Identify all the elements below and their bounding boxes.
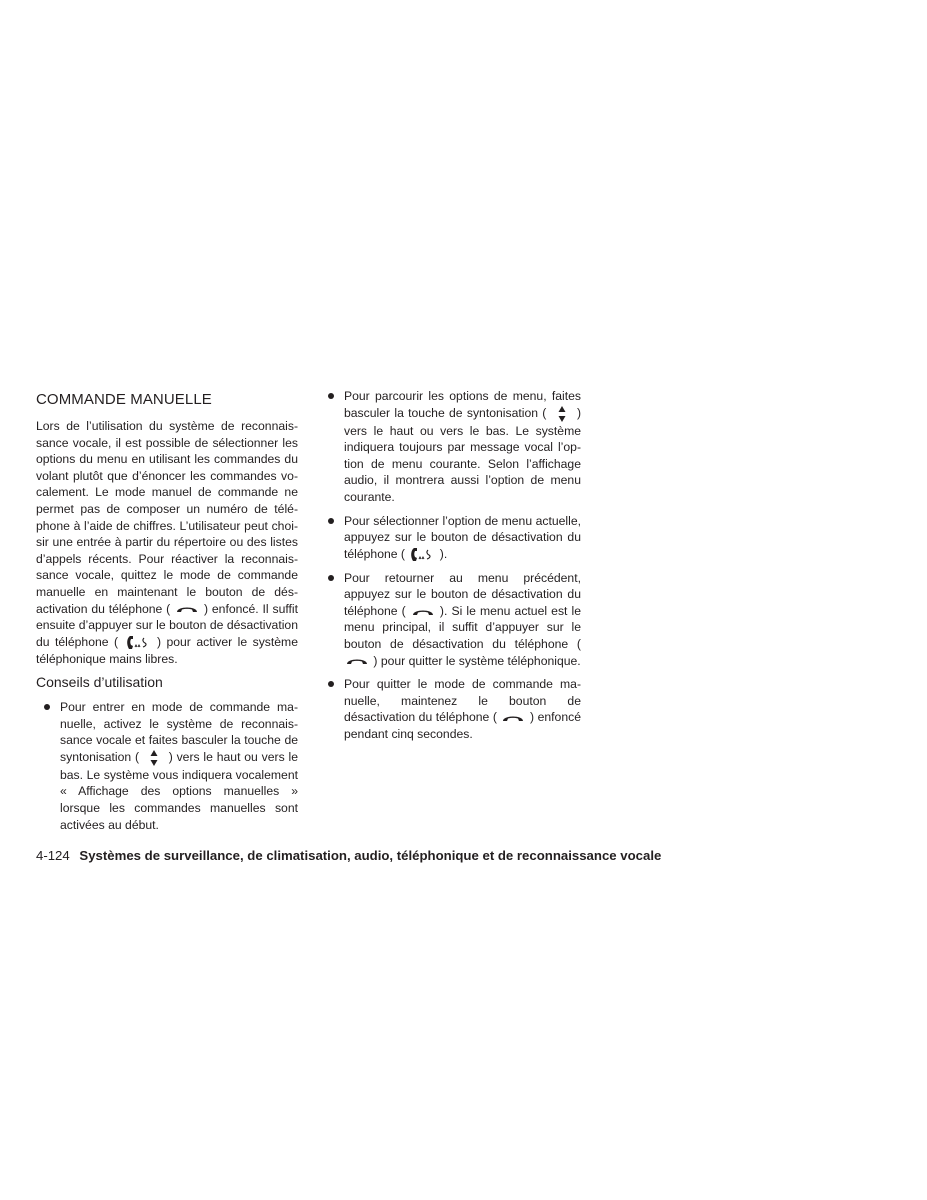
tips-list xyxy=(36,699,298,833)
phone-talk-icon xyxy=(124,635,152,651)
chapter-title: Systèmes de surveillance, de climatisation, audio, téléphonique et de reconnaissance vocale xyxy=(79,848,662,863)
list-item: Pour retourner au menu précédent, appuyez sur le bouton de désactivation du téléphone ( ). Si le menu actuel est le menu principal, il suffit d’appuyer sur le bouton de désactivation du téléphone ( ) pour quitter le système téléphonique. xyxy=(327,570,581,670)
phone-hang-up-icon xyxy=(174,603,200,615)
right-list xyxy=(327,388,581,742)
list-item: Pour parcourir les options de menu, faites basculer la touche de syntonisation ( ) vers le haut ou vers le bas. Le système indiquera toujours par message vocal l’option de menu courante. Selon l’affichage audio, il montrera aussi l’option de menu courante. xyxy=(327,388,581,506)
left-column xyxy=(36,388,298,840)
page-footer xyxy=(36,847,661,865)
list-item: Pour quitter le mode de commande manuelle, maintenez le bouton de désactivation du téléphone ( ) enfoncé pendant cinq secondes. xyxy=(327,676,581,742)
tuning-switch-up-down-icon xyxy=(143,749,165,767)
right-column xyxy=(327,388,581,749)
phone-hang-up-icon xyxy=(410,606,436,618)
list-item: Pour entrer en mode de commande manuelle, activez le système de reconnaissance vocale et faites basculer la touche de syntonisation ( ) vers le haut ou vers le bas. Le système vous indiquera vocalement « Affichage des options manuelles » lorsque les commandes manuelles sont activées au début. xyxy=(43,699,298,833)
tips-heading: Conseils d’utilisation xyxy=(36,674,163,691)
phone-hang-up-icon xyxy=(500,712,526,724)
page-number: 4-124 xyxy=(36,848,70,863)
list-item: Pour sélectionner l’option de menu actuelle, appuyez sur le bouton de désactivation du téléphone ( ). xyxy=(327,513,581,563)
tuning-switch-up-down-icon xyxy=(551,405,573,423)
phone-hang-up-icon xyxy=(344,655,370,667)
intro-paragraph: Lors de l’utilisation du système de reconnaissance vocale, il est possible de sélectionner les options du menu en utilisant les commandes du volant plutôt que d’énoncer les commandes vocalement. Le mode manuel de commande ne permet pas de composer un numéro de téléphone à l’aide de chiffres. L’utilisateur peut choisir une entrée à partir du répertoire ou des listes d’appels récents. Pour réactiver la reconnaissance vocale, quittez le mode de commande manuelle en maintenant le bouton de désactivation du téléphone ( ) enfoncé. Il suffit ensuite d’appuyer sur le bouton de désactivation du téléphone ( ) pour activer le système téléphonique mains libres. xyxy=(36,419,298,666)
phone-talk-icon xyxy=(408,547,436,563)
section-heading: COMMANDE MANUELLE xyxy=(36,391,212,408)
